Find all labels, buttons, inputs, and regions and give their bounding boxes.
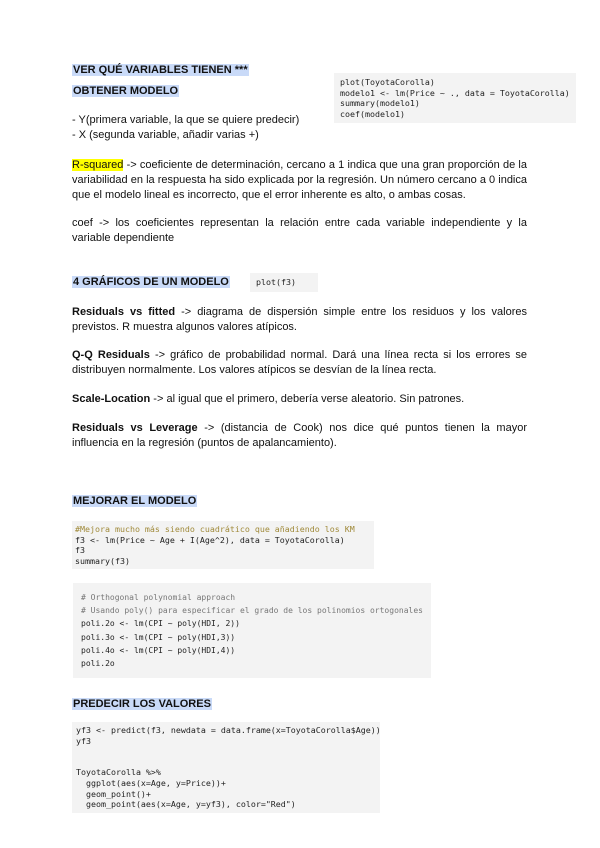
- bullet-list: - Y(primera variable, la que se quiere predecir) - X (segunda variable, añadir varias +): [72, 114, 300, 141]
- section-title: VER QUÉ VARIABLES TIENEN ***: [73, 64, 248, 76]
- section-title: PREDECIR LOS VALORES: [73, 698, 211, 710]
- code-block-model: plot(ToyotaCorolla) modelo1 <- lm(Price ~ ., data = ToyotaCorolla) summary(modelo1) coef(modelo1): [334, 73, 576, 123]
- section-title: MEJORAR EL MODELO: [73, 495, 197, 507]
- plot-item: Residuals vs fitted -> diagrama de dispersión simple entre los residuos y los valores previstos. R muestra algunos valores atípicos.: [72, 306, 527, 333]
- plot-item: Q-Q Residuals -> gráfico de probabilidad normal. Dará una línea recta si los errores se distribuyen normalmente. Los valores atípicos se desvían de la línea recta.: [72, 349, 528, 376]
- rsquared-paragraph: R-squared -> coeficiente de determinación, cercano a 1 indica que una gran proporción de la variabilidad en la respuesta ha sido explicada por la regresión. Un número cercano a 0 indica que el modelo lineal es incorrecto, que el error inherente es alto, o ambas cosas.: [72, 159, 527, 201]
- code-block-improve: #Mejora mucho más siendo cuadrático que añadiendo los KM f3 <- lm(Price ~ Age + I(Age^2), data = ToyotaCorolla) f3 summary(f3): [72, 521, 374, 569]
- plot-item: Scale-Location -> al igual que el primero, debería verse aleatorio. Sin patrones.: [72, 393, 465, 405]
- section-subtitle: OBTENER MODELO: [73, 85, 179, 97]
- code-inline-plot: plot(f3): [250, 273, 318, 292]
- plot-item: Residuals vs Leverage -> (distancia de Cook) nos dice qué puntos tienen la mayor influencia en la regresión (puntos de apalancamiento).: [72, 422, 527, 449]
- code-block-predict: yf3 <- predict(f3, newdata = data.frame(x=ToyotaCorolla$Age)) yf3 ToyotaCorolla %>% ggplot(aes(x=Age, y=Price))+ geom_point()+ geom_point(aes(x=Age, y=yf3), color="Red"): [72, 722, 380, 813]
- code-block-poly: # Orthogonal polynomial approach # Usando poly() para especificar el grado de los polinomios ortogonales poli.2o <- lm(CPI ~ poly(HDI, 2)) poli.3o <- lm(CPI ~ poly(HDI,3)) poli.4o <- lm(CPI ~ poly(HDI,4)) poli.2o: [73, 583, 431, 678]
- coef-paragraph: coef -> los coeficientes representan la relación entre cada variable independiente y la variable dependiente: [72, 217, 527, 244]
- section-title: 4 GRÁFICOS DE UN MODELO: [73, 276, 229, 288]
